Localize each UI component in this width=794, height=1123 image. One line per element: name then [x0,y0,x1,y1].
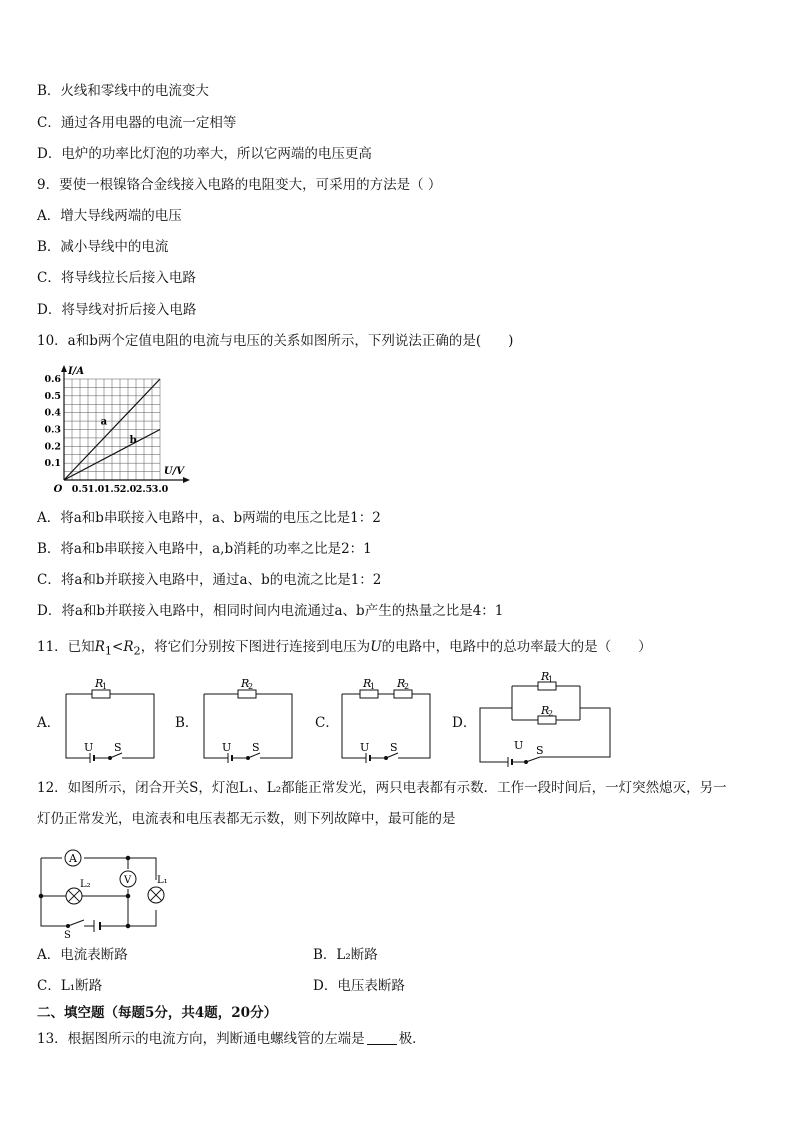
q10-stem: 10．a和b两个定值电阻的电流与电压的关系如图所示，下列说法正确的是( ) [37,333,514,349]
iu-graph [40,363,200,498]
q11d-s-label: S [536,744,544,757]
y-axis-arrow [61,365,67,372]
y-axis-label: I/A [68,366,85,377]
q11a-r-label: R [95,677,104,690]
x-tick-label: 2.5 [135,484,153,495]
q12-voltmeter-label: V [124,875,132,886]
y-tick-label: 0.1 [44,458,61,470]
q11d-r2-sub: 2 [548,709,554,718]
x-axis-arrow [183,477,190,483]
q11-u-symbol: U [370,639,382,655]
q9-option-b: B．减小导线中的电流 [37,239,169,255]
q12-l2-label: L₂ [80,879,91,890]
q10-option-c: C．将a和b并联接入电路中，通过a、b的电流之比是1：2 [37,572,382,588]
q11-r2-sub: 2 [133,644,141,658]
q8-option-d: D．电炉的功率比灯泡的功率大，所以它两端的电压更高 [37,146,372,162]
q11b-r-label: R [241,677,250,690]
q12-switch-label: S [64,930,71,938]
q9-option-c: C．将导线拉长后接入电路 [37,270,196,286]
q12-option-a: A．电流表断路 [37,947,128,963]
q9-option-a: A．增大导线两端的电压 [37,208,182,224]
q11-circuit-a [60,674,160,764]
q11c-r2-sub: 2 [404,682,410,691]
q12-option-b: B．L₂断路 [313,947,378,963]
y-tick-label: 0.6 [44,374,61,385]
q11-option-a-label: A． [37,715,61,731]
q11c-s-label: S [390,741,398,754]
q12-l1-label: L₁ [157,875,168,886]
origin-label: O [53,484,63,495]
q11b-u-label: U [222,741,232,754]
y-tick-label: 0.5 [44,390,61,402]
y-tick-label: 0.2 [44,441,61,453]
q11d-r2-label: R [541,704,550,717]
q11c-r1-sub: 1 [370,682,376,691]
x-tick-label: 1.5 [103,484,121,495]
q11-stem-prefix: 11．已知 [37,639,95,655]
q9-stem: 9．要使一根镍铬合金线接入电路的电阻变大，可采用的方法是（ ） [37,177,442,193]
q11d-r1-sub: 1 [548,675,554,684]
x-tick-label: 1.0 [87,484,105,495]
q11-option-b-label: B． [175,715,199,731]
q9-option-d: D．将导线对折后接入电路 [37,302,197,318]
x-tick-label: 0.5 [71,484,89,495]
q11d-u-label: U [514,739,524,752]
q11-stem-end: 的电路中，电路中的总功率最大的是（ ） [381,639,652,655]
series-label-b: b [129,434,137,446]
q13-stem [37,1030,426,1048]
q11-r1-symbol: R [94,639,105,655]
q11-stem [37,638,652,661]
q12-option-d: D．电压表断路 [313,978,405,994]
q11a-u-label: U [84,741,94,754]
q11a-r-sub: 1 [102,682,108,691]
q13-answer-blank [367,1030,397,1045]
series-label-a: a [100,416,108,428]
q11-r2-symbol: R [123,639,134,655]
q11c-r2-label: R [397,677,406,690]
q12-option-c: C．L₁断路 [37,978,103,994]
q11c-u-label: U [360,741,370,754]
y-tick-label: 0.3 [44,424,61,436]
x-tick-label: 3.0 [151,484,169,495]
q13-stem-after: 极． [398,1031,426,1047]
q11-stem-suffix: ，将它们分别按下图进行连接到电压为 [140,639,371,655]
x-tick-label: 2.0 [119,484,137,495]
q11-r1-sub: 1 [104,644,113,658]
q12-ammeter-label: A [69,852,77,865]
q12-stem-line2: 灯仍正常发光，电流表和电压表都无示数，则下列故障中，最可能的是 [37,811,456,827]
x-axis-label: U/V [163,466,185,477]
q11-less-than: < [112,639,124,655]
q11b-s-label: S [252,741,260,754]
q10-option-d: D．将a和b并联接入电路中，相同时间内电流通过a、b产生的热量之比是4：1 [37,603,504,619]
q10-option-a: A．将a和b串联接入电路中，a、b两端的电压之比是1：2 [37,510,381,526]
q8-option-b: B．火线和零线中的电流变大 [37,83,209,99]
q11c-r1-label: R [363,677,372,690]
q12-stem-line1: 12．如图所示，闭合开关S，灯泡L₁、L₂都能正常发光，两只电表都有示数．工作一段时间后，一灯突然熄灭，另一 [37,780,727,796]
q11d-r1-label: R [541,672,550,683]
q11b-r-sub: 2 [248,682,254,691]
q10-option-b: B．将a和b串联接入电路中，a,b消耗的功率之比是2：1 [37,541,372,557]
q11-circuit-b [198,674,298,764]
q8-option-c: C．通过各用电器的电流一定相等 [37,115,237,131]
q11-option-d-label: D． [452,715,477,731]
q12-circuit [34,848,174,938]
q13-stem-before: 13．根据图所示的电流方向，判断通电螺线管的左端是 [37,1031,365,1047]
q11-circuit-c [336,674,436,764]
q11-option-c-label: C． [315,715,339,731]
y-tick-label: 0.4 [44,407,61,419]
q11a-s-label: S [114,741,122,754]
q11-circuit-d [476,672,616,768]
section-2-title: 二、填空题（每题5分，共4题，20分） [37,1005,278,1021]
